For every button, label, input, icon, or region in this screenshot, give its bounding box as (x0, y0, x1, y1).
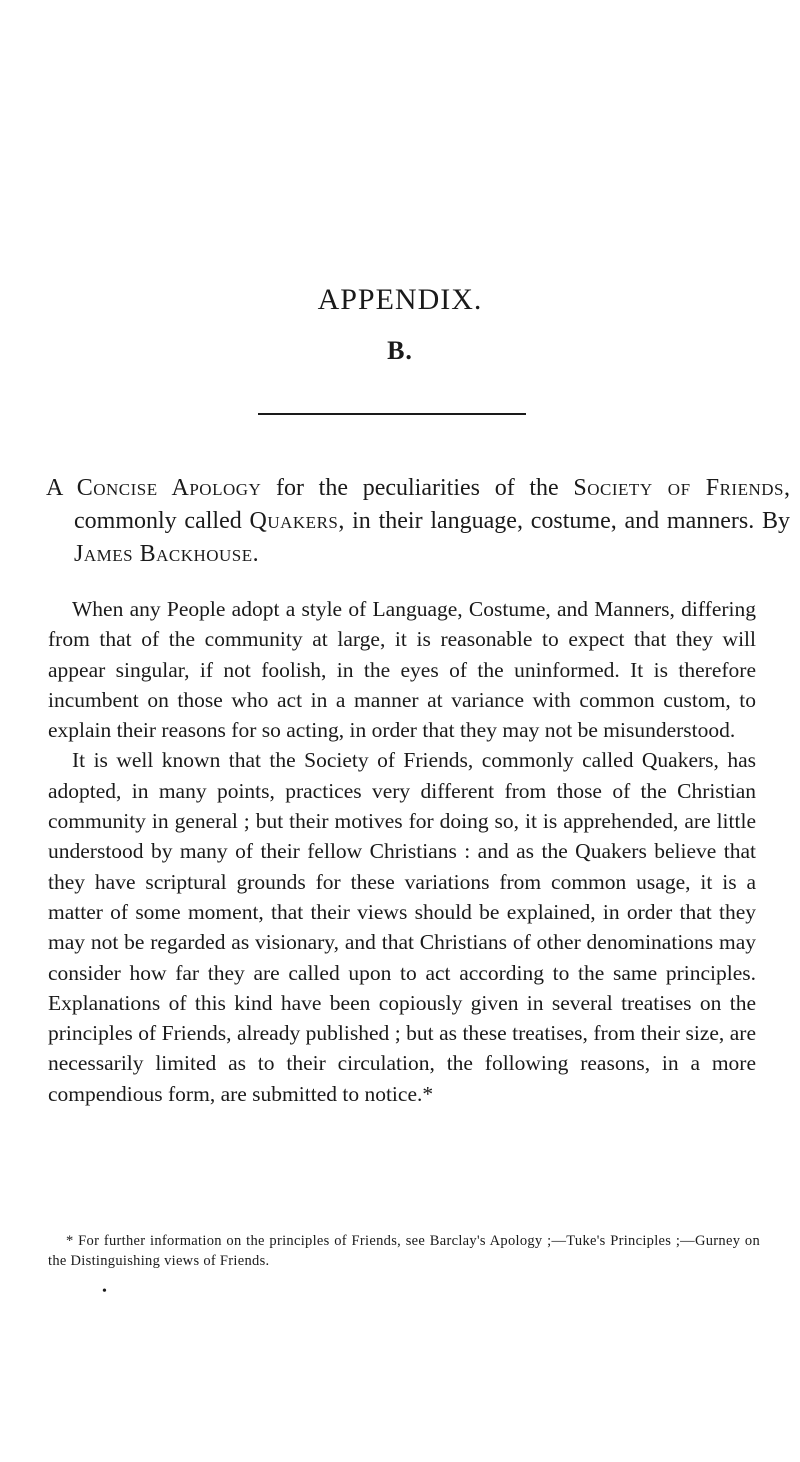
body-text (48, 594, 756, 1109)
paragraph: It is well known that the Society of Friends, commonly called Quakers, has adopted, in many points, practices very different from those of the Christian community in general ; but their motives for doing so, it is apprehended, are little understood by many of their fellow Christians : and as the Quakers believe that they have scriptural grounds for these variations from common usage, it is a matter of some moment, that their views should be explained, in order that they may not be regarded as visionary, and that Christians of other denominations may consider how far they are called upon to act according to the same principles. Explanations of this kind have been copiously given in several treatises on the principles of Friends, already published ; but as these treatises, from their size, are necessarily limited as to their circulation, the following reasons, in a more compendious form, are submitted to notice.* (48, 748, 756, 1106)
title-small-caps-1: Concise Apology (76, 475, 262, 501)
printer-mark: • (102, 1284, 107, 1299)
title-lead: A (46, 475, 77, 501)
horizontal-rule (258, 413, 526, 415)
title-text-4: . (252, 541, 259, 567)
title-text-1: for the peculiarities of the (261, 475, 574, 501)
paragraph: When any People adopt a style of Language, Costume, and Manners, differing from that of the community at large, it is reasonable to expect that they will appear singular, if not foolish, in the eyes of the uninformed. It is therefore incumbent on those who act in a manner at variance with common custom, to explain their reasons for so acting, in order that they may not be misunderstood. (48, 597, 756, 743)
appendix-heading: APPENDIX. (317, 283, 483, 316)
title-small-caps-2: Society of Friends (573, 475, 784, 501)
title-small-caps-3: Quakers (249, 508, 339, 534)
apology-title (46, 472, 790, 571)
footnote: * For further information on the principles of Friends, see Barclay's Apology ;—Tuke's Principles ;—Gurney on the Distinguishing views of Friends. (48, 1233, 760, 1269)
section-label: B. (387, 336, 413, 365)
title-author: James Backhouse (74, 541, 253, 567)
title-text-2: , commonly called (74, 475, 790, 534)
title-text-3: , in their language, costume, and manners. By (338, 508, 791, 534)
